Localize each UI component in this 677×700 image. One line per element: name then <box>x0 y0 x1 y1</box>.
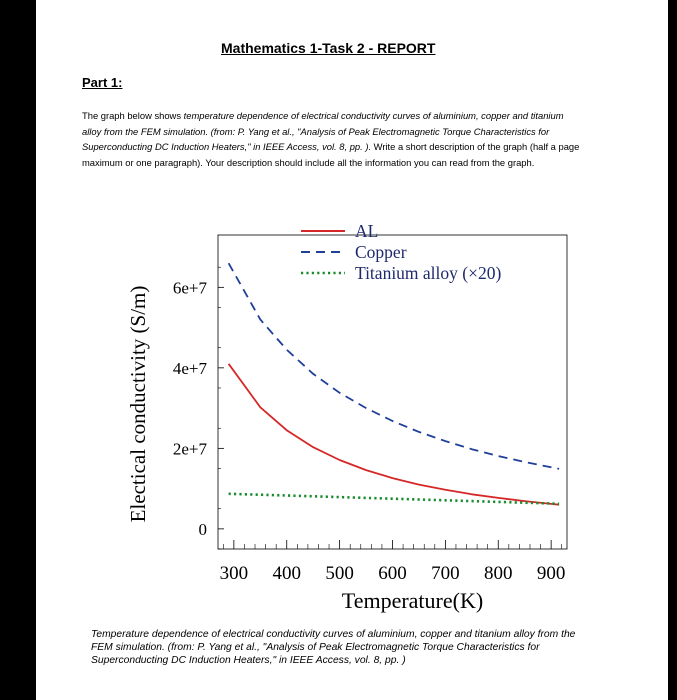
x-tick-label: 500 <box>325 563 354 584</box>
axis-ticks <box>173 267 566 584</box>
x-axis-label: Temperature(K) <box>341 588 484 613</box>
task-paragraph <box>82 108 582 170</box>
figure-caption: Temperature dependence of electrical conductivity curves of aluminium, copper and titanium alloy from the FEM simulation. (from: P. Yang et al., "Analysis of Peak Electromagnetic Torque Characteristics for Superconducting DC Induction Heaters," in IEEE Access, vol. 8, pp. ) <box>91 629 576 666</box>
paragraph-instructions: Write a short description of the graph (half a page maximum or one paragraph). Your description should include all the information you can read from the graph. <box>82 141 580 168</box>
legend-label: Titanium alloy (×20) <box>355 263 502 283</box>
x-tick-label: 700 <box>431 563 460 584</box>
y-tick-label: 2e+7 <box>172 439 207 459</box>
y-tick-label: 0 <box>198 519 207 539</box>
y-tick-label: 6e+7 <box>172 278 207 298</box>
x-tick-label: 400 <box>272 563 301 584</box>
series-lines <box>229 263 559 505</box>
paragraph-citation: temperature dependence of electrical conductivity curves of aluminium, copper and titanium alloy from the FEM simulation. (from: P. Yang et al., "Analysis of Peak Electromagnetic Torque Characteristics for Superconducting DC Induction Heaters," in IEEE Access, vol. 8, pp. ). <box>82 110 564 152</box>
legend-label: Copper <box>355 242 407 262</box>
y-tick-label: 4e+7 <box>172 358 207 378</box>
series-line-al <box>229 364 559 505</box>
y-axis-label: Electical conductivity (S/m) <box>126 285 150 523</box>
legend <box>301 221 501 283</box>
part-heading: Part 1: <box>82 75 123 90</box>
x-tick-label: 800 <box>484 563 513 584</box>
x-tick-label: 900 <box>536 563 566 584</box>
x-tick-label: 600 <box>378 563 407 584</box>
report-page <box>36 0 668 700</box>
document-title: Mathematics 1-Task 2 - REPORT <box>221 40 436 56</box>
conductivity-chart <box>83 205 583 615</box>
series-line-copper <box>229 263 559 469</box>
paragraph-intro: The graph below shows <box>82 110 184 121</box>
legend-label: AL <box>355 221 379 241</box>
x-tick-label: 300 <box>219 563 249 584</box>
